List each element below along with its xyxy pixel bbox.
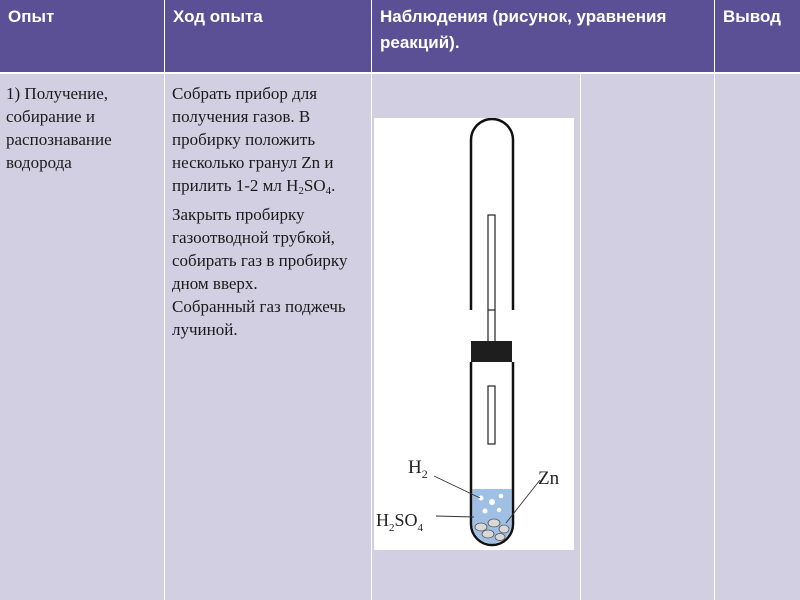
label-h2: $H_2$ [408,457,428,481]
header-procedure-label: Ход опыта [173,7,263,26]
formula-sub-4: 4 [325,185,332,197]
header-experiment-label: Опыт [8,7,55,26]
header-experiment [0,0,164,72]
cell-experiment [6,82,158,174]
label-zn: Zn [538,468,560,489]
column-divider-4 [714,0,715,600]
header-procedure [165,0,371,72]
h2so4-leader [436,516,474,517]
procedure-text-1: Собрать прибор для получения газов. В пробирку положить несколько гранул Zn и прилить 1-2 мл [172,84,334,195]
formula-sub-2: 2 [298,185,304,197]
delivery-tube-lower [488,386,495,444]
label-h2so4: $H_2SO_4$ [376,510,424,534]
procedure-text-2: . Закрыть пробирку газоотводной трубкой, собирать газ в пробирку дном вверх. [172,176,348,293]
apparatus-drawing [374,118,574,550]
procedure-text-3: Собранный газ поджечь лучиной. [172,297,346,339]
delivery-tube-upper [488,215,495,310]
formula-so: SO [303,176,326,195]
column-divider-2 [371,0,372,600]
header-divider [0,72,800,74]
apparatus-figure [374,118,574,550]
formula-h: H [286,176,299,195]
column-divider-1 [164,0,165,600]
header-observations [372,0,714,72]
cell-procedure [172,82,370,341]
header-conclusion [715,0,800,72]
column-divider-3 [580,74,581,600]
experiment-text: 1) Получение, собирание и распознавание водорода [6,84,112,172]
header-observations-label: Наблюдения (рисунок, уравнения реакций). [380,7,667,52]
header-conclusion-label: Вывод [723,7,781,26]
